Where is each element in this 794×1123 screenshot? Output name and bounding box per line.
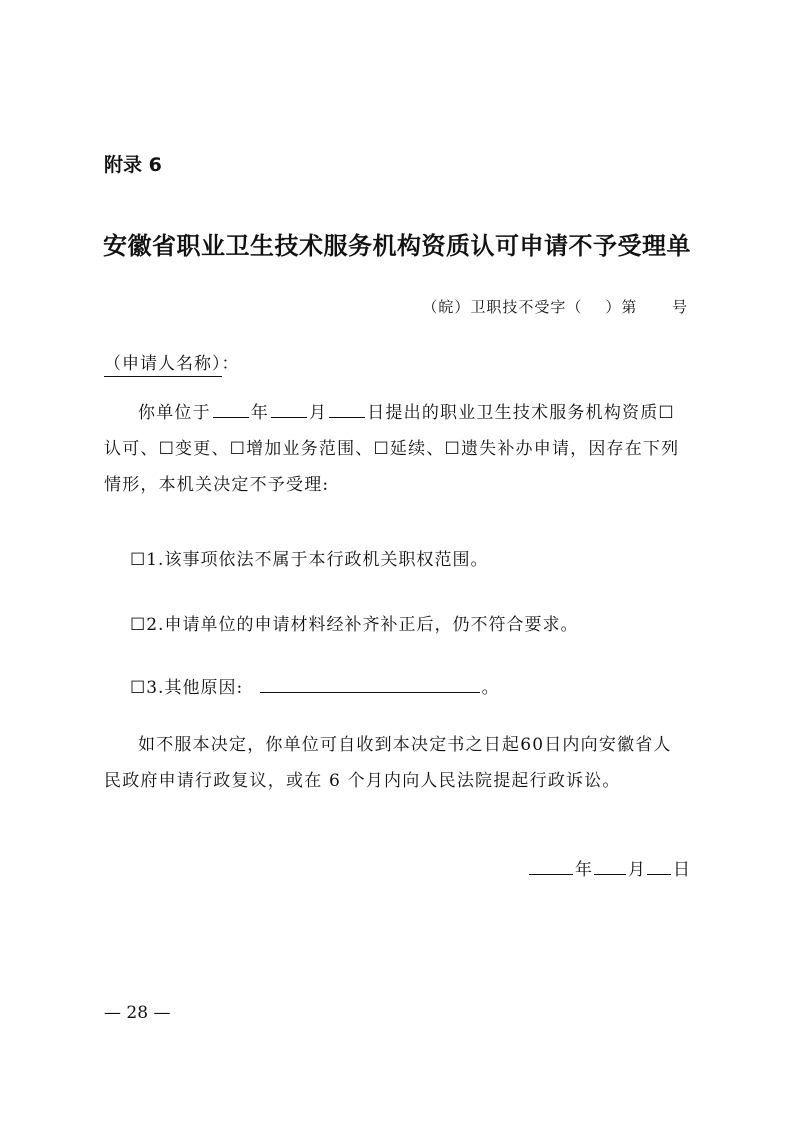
notice-line-1: 如不服本决定，你单位可自收到本决定书之日起60日内向安徽省人 (138, 735, 672, 755)
year-label: 年 (250, 403, 270, 423)
document-number: （皖）卫职技不受字（ ）第 号 (422, 298, 688, 316)
reason-item-3[interactable] (130, 673, 500, 698)
page-number: — 28 — (104, 1003, 171, 1023)
other-reason-blank[interactable] (260, 675, 480, 693)
applicant-colon: ： (221, 354, 240, 374)
reason-item-3-label: ☐3.其他原因: (130, 678, 244, 698)
reason-item-2[interactable]: ☐2.申请单位的申请材料经补齐补正后，仍不符合要求。 (130, 615, 579, 635)
reason-item-1[interactable]: ☐1.该事项依法不属于本行政机关职权范围。 (130, 550, 489, 570)
body-paragraph (104, 395, 690, 503)
reason-item-3-end: 。 (481, 678, 500, 698)
appendix-label: 附录 6 (104, 154, 162, 176)
notice-paragraph (104, 727, 690, 799)
date-year-blank[interactable] (529, 857, 573, 875)
body-text: 你单位于 (138, 403, 211, 423)
signature-date (527, 855, 690, 880)
body-line-1 (104, 395, 690, 431)
year-blank[interactable] (213, 400, 249, 418)
notice-line-2: 民政府申请行政复议，或在 6 个月内向人民法院提起行政诉讼。 (104, 771, 621, 791)
page-title: 安徽省职业卫生技术服务机构资质认可申请不予受理单 (103, 231, 691, 260)
date-month-blank[interactable] (594, 857, 626, 875)
date-day-blank[interactable] (647, 857, 671, 875)
body-text: 日提出的职业卫生技术服务机构资质☐ (367, 403, 675, 423)
date-month-label: 月 (628, 860, 645, 880)
day-blank[interactable] (329, 400, 365, 418)
body-line-3: 情形，本机关决定不予受理: (104, 475, 330, 495)
date-year-label: 年 (575, 860, 592, 880)
applicant-line (104, 349, 240, 374)
date-day-label: 日 (673, 860, 690, 880)
body-line-2: 认可、☐变更、☐增加业务范围、☐延续、☐遗失补办申请，因存在下列 (104, 439, 680, 459)
month-label: 月 (309, 403, 328, 423)
month-blank[interactable] (271, 400, 307, 418)
applicant-name-field[interactable]: （申请人名称） (104, 354, 222, 377)
